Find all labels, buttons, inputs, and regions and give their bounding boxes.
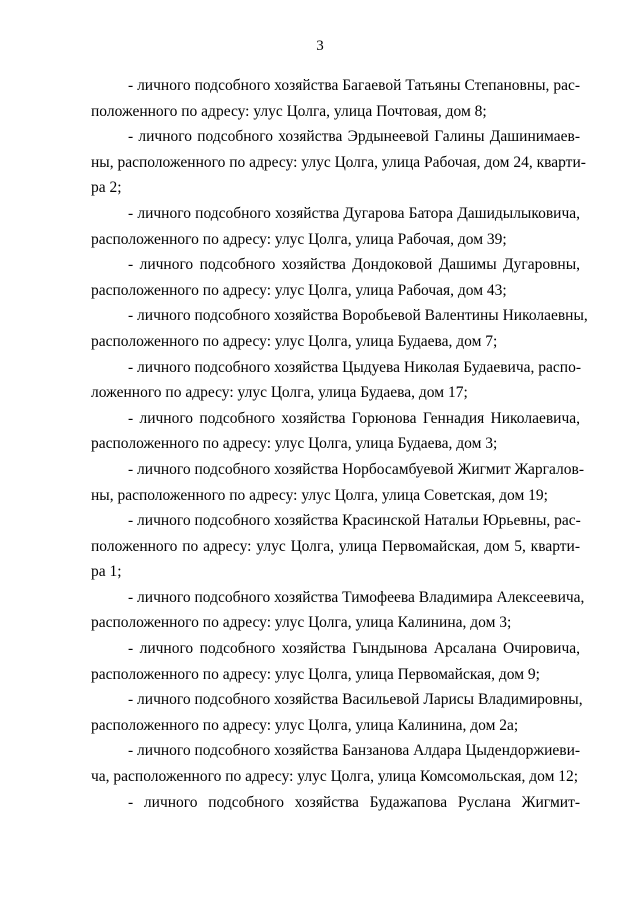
- text-line: - личного подсобного хозяйства Эрдынеевой Галины Дашинимаев-: [128, 128, 580, 146]
- text-line: - личного подсобного хозяйства Воробьевой Валентины Николаевны,: [128, 307, 588, 325]
- list-item: [91, 355, 580, 406]
- text-line: расположенного по адресу: улус Цолга, улица Будаева, дом 7;: [91, 332, 498, 350]
- text-line: - личного подсобного хозяйства Васильевой Ларисы Владимировны,: [128, 691, 583, 709]
- text-line: положенного по адресу: улус Цолга, улица Первомайская, дом 5, кварти-: [91, 537, 580, 555]
- text-line: - личного подсобного хозяйства Дондоковой Дашимы Дугаровны,: [128, 256, 580, 274]
- text-line: - личного подсобного хозяйства Дугарова Батора Дашидылыковича,: [128, 204, 580, 222]
- list-item: [91, 738, 580, 789]
- text-line: ча, расположенного по адресу: улус Цолга, улица Комсомольская, дом 12;: [91, 768, 579, 786]
- list-item: [91, 124, 586, 201]
- list-item: [91, 508, 580, 585]
- document-body: [91, 73, 588, 815]
- text-line: - личного подсобного хозяйства Тимофеева Владимира Алексеевича,: [128, 588, 585, 606]
- list-item: [91, 687, 583, 738]
- list-item: [91, 790, 580, 816]
- list-item: [91, 303, 588, 354]
- text-line: - личного подсобного хозяйства Красинской Натальи Юрьевны, рас-: [128, 512, 581, 530]
- text-line: положенного по адресу: улус Цолга, улица Почтовая, дом 8;: [91, 102, 487, 120]
- text-line: - личного подсобного хозяйства Горюнова Геннадия Николаевича,: [128, 409, 580, 427]
- text-line: расположенного по адресу: улус Цолга, улица Калинина, дом 2а;: [91, 716, 519, 734]
- text-line: расположенного по адресу: улус Цолга, улица Будаева, дом 3;: [91, 435, 498, 453]
- text-line: - личного подсобного хозяйства Цыдуева Николая Будаевича, распо-: [128, 358, 581, 376]
- text-line: ра 1;: [91, 563, 122, 581]
- text-line: расположенного по адресу: улус Цолга, улица Калинина, дом 3;: [91, 614, 512, 632]
- list-item: [91, 585, 585, 636]
- text-line: ны, расположенного по адресу: улус Цолга, улица Рабочая, дом 24, кварти-: [91, 153, 586, 171]
- text-line: - личного подсобного хозяйства Норбосамбуевой Жигмит Жаргалов-: [128, 460, 585, 478]
- list-item: [91, 252, 580, 303]
- page-number: 3: [316, 38, 324, 54]
- text-line: - личного подсобного хозяйства Гындынова Арсалана Очировича,: [128, 640, 580, 658]
- text-line: ложенного по адресу: улус Цолга, улица Будаева, дом 17;: [91, 384, 468, 402]
- list-item: [91, 457, 585, 508]
- text-line: ра 2;: [91, 179, 122, 197]
- text-line: ны, расположенного по адресу: улус Цолга, улица Советская, дом 19;: [91, 486, 548, 504]
- list-item: [91, 406, 580, 457]
- text-line: расположенного по адресу: улус Цолга, улица Первомайская, дом 9;: [91, 665, 540, 683]
- list-item: [91, 73, 580, 124]
- list-item: [91, 201, 580, 252]
- text-line: расположенного по адресу: улус Цолга, улица Рабочая, дом 39;: [91, 230, 507, 248]
- text-line: расположенного по адресу: улус Цолга, улица Рабочая, дом 43;: [91, 281, 507, 299]
- text-line: - личного подсобного хозяйства Будажапова Руслана Жигмит-: [128, 793, 580, 811]
- text-line: - личного подсобного хозяйства Багаевой Татьяны Степановны, рас-: [128, 77, 580, 94]
- text-line: - личного подсобного хозяйства Банзанова Алдара Цыдендоржиеви-: [128, 742, 581, 760]
- list-item: [91, 636, 580, 687]
